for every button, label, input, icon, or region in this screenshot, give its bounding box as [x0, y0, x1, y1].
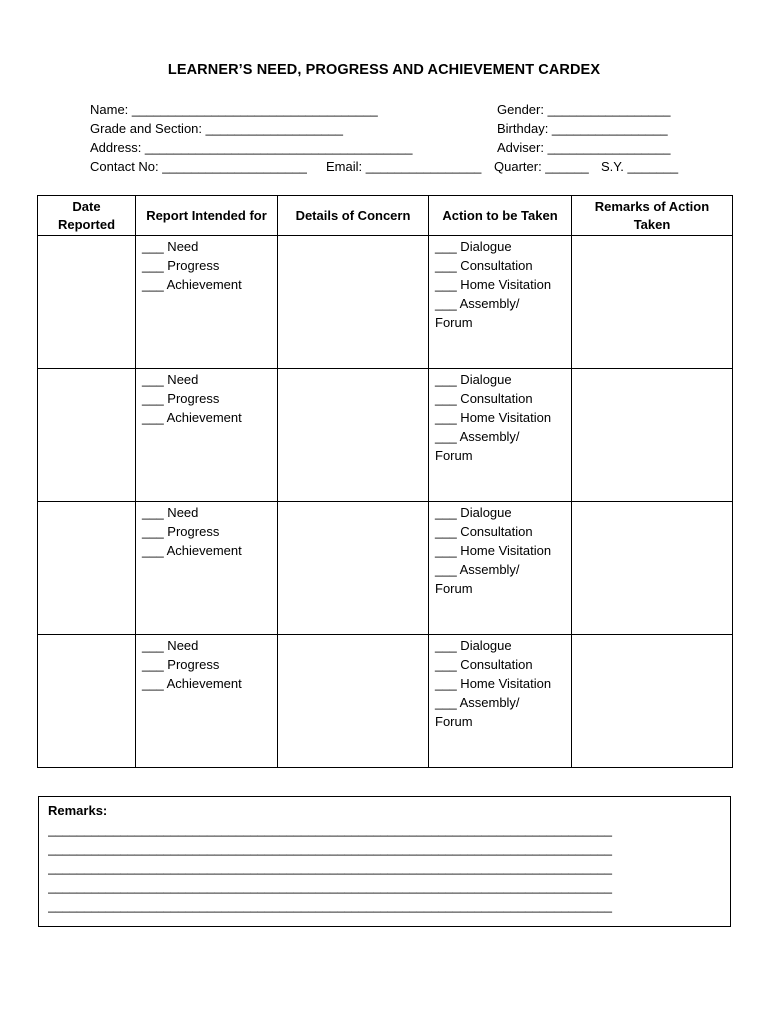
remarks-box — [38, 796, 731, 927]
remarks-of-action-cell[interactable] — [572, 369, 733, 502]
table-row — [38, 635, 733, 768]
option-progress[interactable]: ___ Progress — [142, 657, 220, 672]
birthday-field[interactable]: Birthday: ________________ — [497, 121, 668, 136]
remarks-line[interactable]: ______________________________________________________________________________ — [48, 898, 612, 913]
quarter-field[interactable]: Quarter: ______ — [494, 159, 589, 174]
email-field[interactable]: Email: ________________ — [326, 159, 482, 174]
remarks-of-action-cell[interactable] — [572, 236, 733, 369]
name-field[interactable]: Name: __________________________________ — [90, 102, 378, 117]
option-home-visitation[interactable]: ___ Home Visitation — [435, 277, 552, 292]
option-consultation[interactable]: ___ Consultation — [435, 657, 533, 672]
option-home-visitation[interactable]: ___ Home Visitation — [435, 543, 552, 558]
table-row — [38, 369, 733, 502]
option-need[interactable]: ___ Need — [142, 239, 199, 254]
table-row — [38, 502, 733, 635]
option-dialogue[interactable]: ___ Dialogue — [435, 239, 512, 254]
option-dialogue[interactable]: ___ Dialogue — [435, 372, 512, 387]
option-home-visitation[interactable]: ___ Home Visitation — [435, 410, 552, 425]
school-year-field[interactable]: S.Y. _______ — [601, 159, 679, 174]
cardex-table — [37, 195, 733, 768]
adviser-field[interactable]: Adviser: _________________ — [497, 140, 671, 155]
option-progress[interactable]: ___ Progress — [142, 258, 220, 273]
details-of-concern-cell[interactable] — [278, 236, 429, 369]
remarks-of-action-cell[interactable] — [572, 502, 733, 635]
action-to-be-taken-cell[interactable] — [429, 236, 572, 369]
date-reported-cell[interactable] — [38, 236, 136, 369]
action-to-be-taken-cell[interactable] — [429, 369, 572, 502]
option-consultation[interactable]: ___ Consultation — [435, 258, 533, 273]
option-assembly-forum[interactable]: ___ Assembly/ Forum — [435, 429, 520, 463]
header-date-reported: Date Reported — [38, 196, 136, 236]
action-to-be-taken-cell[interactable] — [429, 502, 572, 635]
remarks-line[interactable]: ______________________________________________________________________________ — [48, 822, 612, 837]
option-assembly-forum[interactable]: ___ Assembly/ Forum — [435, 695, 520, 729]
option-need[interactable]: ___ Need — [142, 372, 199, 387]
details-of-concern-cell[interactable] — [278, 635, 429, 768]
address-field[interactable]: Address: _____________________________________ — [90, 140, 413, 155]
action-to-be-taken-cell[interactable] — [429, 635, 572, 768]
remarks-line[interactable]: ______________________________________________________________________________ — [48, 860, 612, 875]
option-dialogue[interactable]: ___ Dialogue — [435, 638, 512, 653]
table-row — [38, 236, 733, 369]
remarks-line[interactable]: ______________________________________________________________________________ — [48, 841, 612, 856]
report-intended-cell[interactable] — [136, 236, 278, 369]
option-progress[interactable]: ___ Progress — [142, 391, 220, 406]
details-of-concern-cell[interactable] — [278, 502, 429, 635]
grade-section-field[interactable]: Grade and Section: ___________________ — [90, 121, 343, 136]
remarks-of-action-cell[interactable] — [572, 635, 733, 768]
option-achievement[interactable]: ___ Achievement — [142, 543, 242, 558]
option-consultation[interactable]: ___ Consultation — [435, 391, 533, 406]
option-home-visitation[interactable]: ___ Home Visitation — [435, 676, 552, 691]
contact-no-field[interactable]: Contact No: ____________________ — [90, 159, 307, 174]
option-need[interactable]: ___ Need — [142, 638, 199, 653]
date-reported-cell[interactable] — [38, 369, 136, 502]
table-header-row — [38, 196, 733, 236]
gender-field[interactable]: Gender: _________________ — [497, 102, 671, 117]
header-remarks-of-action-taken: Remarks of Action Taken — [572, 196, 733, 236]
remarks-label: Remarks: — [48, 803, 108, 818]
option-progress[interactable]: ___ Progress — [142, 524, 220, 539]
remarks-line[interactable]: ______________________________________________________________________________ — [48, 879, 612, 894]
report-intended-cell[interactable] — [136, 635, 278, 768]
option-achievement[interactable]: ___ Achievement — [142, 277, 242, 292]
option-assembly-forum[interactable]: ___ Assembly/ Forum — [435, 562, 520, 596]
details-of-concern-cell[interactable] — [278, 369, 429, 502]
header-details-of-concern: Details of Concern — [278, 196, 429, 236]
option-achievement[interactable]: ___ Achievement — [142, 410, 242, 425]
option-assembly-forum[interactable]: ___ Assembly/ Forum — [435, 296, 520, 330]
report-intended-cell[interactable] — [136, 369, 278, 502]
option-need[interactable]: ___ Need — [142, 505, 199, 520]
date-reported-cell[interactable] — [38, 502, 136, 635]
option-consultation[interactable]: ___ Consultation — [435, 524, 533, 539]
option-dialogue[interactable]: ___ Dialogue — [435, 505, 512, 520]
header-action-to-be-taken: Action to be Taken — [429, 196, 572, 236]
report-intended-cell[interactable] — [136, 502, 278, 635]
date-reported-cell[interactable] — [38, 635, 136, 768]
header-report-intended-for: Report Intended for — [136, 196, 278, 236]
option-achievement[interactable]: ___ Achievement — [142, 676, 242, 691]
page-title: LEARNER’S NEED, PROGRESS AND ACHIEVEMENT CARDEX — [167, 62, 601, 78]
